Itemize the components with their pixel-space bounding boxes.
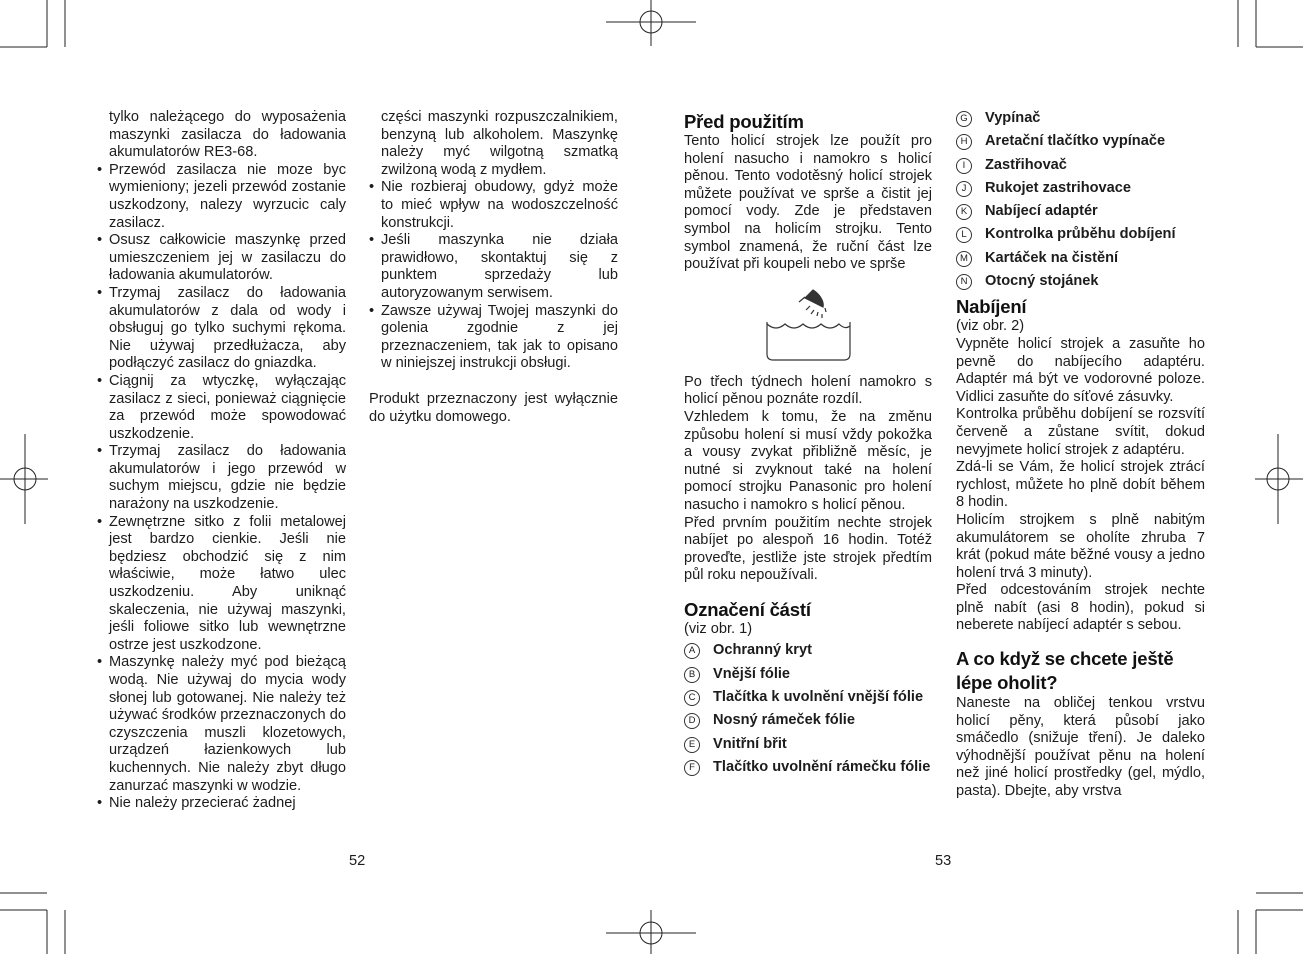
list-item: • Zawsze używaj Twojej maszynki do golenia zgodnie z jej przeznaczeniem, tak jak to opisano w niniejszej instrukcji obsługi. bbox=[369, 303, 618, 373]
left-page-column-1 bbox=[97, 109, 346, 813]
part-letter-badge: D bbox=[684, 713, 700, 729]
list-item bbox=[956, 250, 1205, 267]
continued-paragraph: części maszynki rozpuszczalnikiem, benzyną lub alkoholem. Maszynkę należy myć wilgotną szmatką zwilżoną wodą z mydłem. bbox=[381, 109, 618, 178]
charging-paragraph-3: Zdá-li se Vám, že holicí strojek ztrácí rychlost, můžete ho plně dobít během 8 hodin. bbox=[956, 459, 1205, 511]
section-heading-parts: Označení částí bbox=[684, 598, 811, 620]
after-symbol-paragraph-3: Před prvním použitím nechte strojek nabíjet po alespoň 16 hodin. Totéž proveďte, jestliže jste strojek předtím půl roku nepoužívali. bbox=[684, 514, 932, 584]
page-number-right: 53 bbox=[935, 853, 952, 869]
part-label: Ochranný kryt bbox=[713, 642, 812, 659]
list-item bbox=[684, 736, 932, 753]
part-letter-badge: M bbox=[956, 251, 972, 267]
part-label: Kontrolka průběhu dobíjení bbox=[985, 226, 1176, 243]
charging-paragraph-2: Kontrolka průběhu dobíjení se rozsvítí červeně a zůstane svítit, dokud nevyjmete holicí strojek z adaptéru. bbox=[956, 406, 1205, 458]
list-item bbox=[684, 759, 932, 776]
section-heading-before-use: Před použitím bbox=[684, 111, 804, 132]
parts-list-continued bbox=[956, 110, 1205, 290]
right-page-column-3 bbox=[684, 111, 932, 782]
safety-bullet-list bbox=[97, 162, 346, 813]
registration-mark-top bbox=[606, 0, 696, 46]
list-item: • Jeśli maszynka nie działa prawidłowo, skontaktuj się z punktem sprzedaży lub autoryzowanym serwisem. bbox=[369, 232, 618, 302]
list-item bbox=[956, 226, 1205, 243]
list-item bbox=[956, 203, 1205, 220]
part-label: Vnější fólie bbox=[713, 665, 791, 682]
list-item: • Trzymaj zasilacz do ładowania akumulatorów z dala od wody i obsługuj go tylko suchymi rękoma. Nie używaj przedłużacza, aby podłączyć zasilacz do gniazdka. bbox=[97, 285, 346, 373]
part-label: Kartáček na čistění bbox=[985, 249, 1119, 266]
charging-paragraph-5: Před odcestováním strojek nechte plně nabít (asi 8 hodin), pokud si neberete nabíjecí adaptér s sebou. bbox=[956, 582, 1205, 634]
section-heading-charging: Nabíjení bbox=[956, 296, 1027, 318]
part-label: Vypínač bbox=[985, 110, 1041, 126]
part-letter-badge: G bbox=[956, 111, 972, 127]
part-label: Zastřihovač bbox=[985, 156, 1067, 173]
right-page-column-4 bbox=[956, 110, 1205, 801]
list-item bbox=[956, 133, 1205, 150]
part-letter-badge: E bbox=[684, 737, 700, 753]
waterproof-symbol bbox=[684, 274, 932, 374]
list-item: • Ciągnij za wtyczkę, wyłączając zasilacz z sieci, ponieważ ciągnięcie za przewód może spowodować uszkodzenie. bbox=[97, 373, 346, 443]
part-label: Tlačítko uvolnění rámečku fólie bbox=[713, 758, 931, 775]
shower-waterproof-icon bbox=[684, 274, 932, 374]
charging-paragraph-1: Vypněte holicí strojek a zasuňte ho pevně do nabíjecího adaptéru. Adaptér má být ve vodorovné poloze. Vidlici zasuňte do síťové zásuvky. bbox=[956, 335, 1205, 405]
before-use-paragraph: Tento holicí strojek lze použít pro holení nasucho i namokro s holicí pěnou. Tento vodotěsný holicí strojek můžete používat ve sprše a čistit jej pomocí vody. Zde je představen symbol na holicím strojku. Tento symbol znamená, že ruční část lze používat při koupeli nebo ve sprše bbox=[684, 133, 932, 273]
part-letter-badge: L bbox=[956, 227, 972, 243]
parts-figure-ref: (viz obr. 1) bbox=[684, 620, 753, 637]
left-page-column-2 bbox=[369, 109, 618, 426]
part-letter-badge: F bbox=[684, 760, 700, 776]
list-item: • Nie należy przecierać żadnej bbox=[97, 795, 346, 813]
list-item bbox=[956, 110, 1205, 127]
part-letter-badge: H bbox=[956, 134, 972, 150]
charging-paragraph-4: Holicím strojkem s plně nabitým akumulátorem se oholíte zhruba 7 krát (pokud máte běžné vousy a jedno holení trvá 3 minuty). bbox=[956, 511, 1205, 581]
part-label: Nabíjecí adaptér bbox=[985, 203, 1098, 220]
part-label: Tlačítka k uvolnění vnější fólie bbox=[713, 689, 924, 706]
better-shave-paragraph: Naneste na obličej tenkou vrstvu holicí pěny, která působí jako smáčedlo (snižuje tření). Je daleko výhodnější používat pěnu na holení než jiné holicí prostředky (gel, mýdlo, pasta). Dbejte, aby vrstva bbox=[956, 695, 1205, 800]
part-label: Nosný rámeček fólie bbox=[713, 712, 855, 729]
domestic-use-note: Produkt przeznaczony jest wyłącznie do użytku domowego. bbox=[369, 390, 618, 425]
part-letter-badge: C bbox=[684, 690, 700, 706]
registration-mark-left bbox=[0, 434, 48, 524]
list-item bbox=[684, 712, 932, 729]
part-label: Vnitřní břit bbox=[713, 735, 787, 752]
part-letter-badge: K bbox=[956, 204, 972, 220]
list-item: • Zewnętrzne sitko z folii metalowej jest bardzo cienkie. Jeśli nie będziesz obchodzić się z nim właściwie, może łatwo ulec uszkodzeniu. Aby uniknąć skaleczenia, nie używaj maszynki, jeśli foliowe sitko lub wewnętrzne ostrze jest uszkodzone. bbox=[97, 514, 346, 655]
list-item bbox=[684, 689, 932, 706]
section-heading-better-shave: A co když se chcete ještě lépe oholit? bbox=[956, 648, 1174, 694]
list-item bbox=[684, 666, 932, 683]
part-letter-badge: B bbox=[684, 667, 700, 683]
part-label: Aretační tlačítko vypínače bbox=[985, 133, 1166, 150]
list-item: • Przewód zasilacza nie moze byc wymieniony; jezeli przewód zostanie uszkodzony, nalezy wyrzucic caly zasilacz. bbox=[97, 162, 346, 232]
part-label: Otocný stojánek bbox=[985, 273, 1099, 290]
part-letter-badge: A bbox=[684, 643, 700, 659]
after-symbol-paragraph-1: Po třech týdnech holení namokro s holicí pěnou poznáte rozdíl. bbox=[684, 373, 932, 408]
list-item: • Nie rozbieraj obudowy, gdyż może to mieć wpływ na wodoszczelność konstrukcji. bbox=[369, 179, 618, 232]
registration-mark-right bbox=[1255, 434, 1303, 524]
after-symbol-paragraph-2: Vzhledem k tomu, že na změnu způsobu holení si musí vždy pokožka a vousy zvykat přibližně měsíc, je nutné si zvyknout také na holení pomocí strojku Panasonic pro holení nasucho i namokro s holicí pěnou. bbox=[684, 408, 932, 513]
list-item bbox=[956, 180, 1205, 197]
list-item: • Osusz całkowicie maszynkę przed umieszczeniem jej w zasilaczu do ładowania akumulatorów. bbox=[97, 232, 346, 285]
list-item bbox=[684, 642, 932, 659]
list-item: • Maszynkę należy myć pod bieżącą wodą. Nie używaj do mycia wody słonej lub gotowanej. Nie należy też używać środków przeznaczonych do czyszczenia muszli klozetowych, urządzeń łazienkowych lub kuchennych. Nie należy zbyt długo zanurzać maszynki w wodzie. bbox=[97, 654, 346, 795]
list-item bbox=[956, 273, 1205, 290]
part-letter-badge: N bbox=[956, 274, 972, 290]
charging-figure-ref: (viz obr. 2) bbox=[956, 318, 1025, 335]
registration-mark-bottom bbox=[606, 910, 696, 954]
page-number-left: 52 bbox=[349, 853, 366, 869]
part-letter-badge: J bbox=[956, 181, 972, 197]
list-item bbox=[956, 157, 1205, 174]
part-letter-badge: I bbox=[956, 158, 972, 174]
part-label: Rukojet zastrihovace bbox=[985, 179, 1131, 196]
parts-list bbox=[684, 642, 932, 775]
list-item: • Trzymaj zasilacz do ładowania akumulatorów i jego przewód w suchym miejscu, gdzie nie będzie narażony na uszkodzenie. bbox=[97, 443, 346, 513]
safety-bullet-list-2 bbox=[369, 179, 618, 373]
intro-paragraph: tylko należącego do wyposażenia maszynki zasilacza do ładowania akumulatorów RE3-68. bbox=[109, 109, 346, 161]
